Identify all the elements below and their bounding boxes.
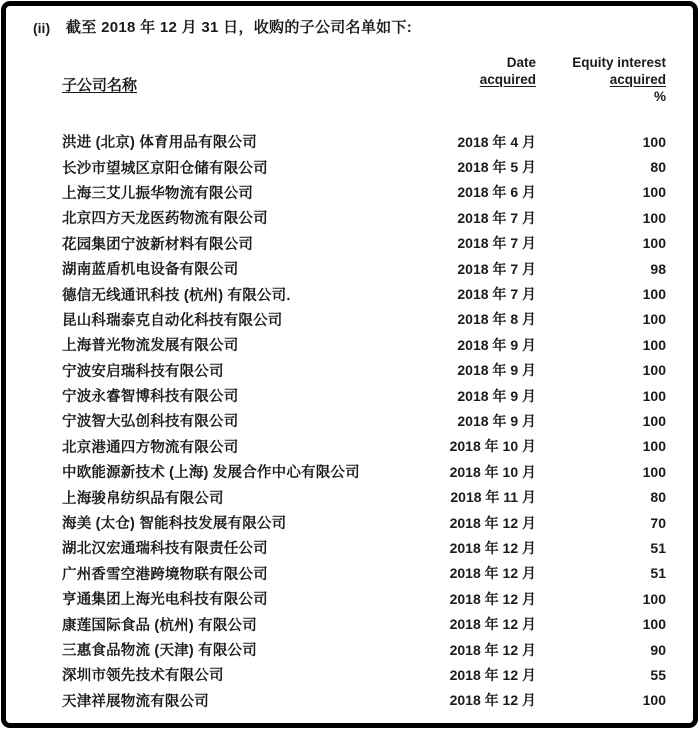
equity-interest-percent: 100 (642, 362, 666, 379)
table-row (62, 256, 666, 281)
date-acquired: 2018 年 7 月 (457, 209, 536, 226)
date-acquired: 2018 年 12 月 (449, 590, 536, 607)
table-row (62, 535, 666, 560)
table-row (62, 307, 666, 332)
section-intro (33, 18, 673, 38)
date-acquired: 2018 年 9 月 (457, 412, 536, 429)
company-name: 广州香雪空港跨境物联有限公司 (62, 566, 268, 583)
percent-sign: % (653, 89, 666, 104)
company-name: 德信无线通讯科技 (杭州) 有限公司. (62, 287, 291, 304)
equity-interest-percent: 80 (650, 489, 666, 506)
company-name: 北京港通四方物流有限公司 (62, 439, 239, 456)
company-name: 宁波永睿智博科技有限公司 (62, 389, 239, 406)
table-row (62, 383, 666, 408)
date-acquired: 2018 年 9 月 (457, 387, 536, 404)
company-name: 长沙市望城区京阳仓储有限公司 (62, 160, 268, 177)
date-acquired: 2018 年 12 月 (449, 616, 536, 633)
date-acquired: 2018 年 12 月 (449, 666, 536, 683)
company-name: 天津祥展物流有限公司 (62, 693, 209, 710)
table-row (62, 154, 666, 179)
equity-interest-percent: 100 (642, 616, 666, 633)
equity-header-line2: acquired (609, 72, 666, 87)
table-row (62, 434, 666, 459)
table-row (62, 281, 666, 306)
date-acquired: 2018 年 7 月 (457, 286, 536, 303)
date-acquired: 2018 年 6 月 (457, 184, 536, 201)
date-header-line1: Date (506, 55, 536, 70)
date-acquired: 2018 年 8 月 (457, 311, 536, 328)
company-name: 洪进 (北京) 体育用品有限公司 (62, 135, 257, 152)
table-row (62, 205, 666, 230)
equity-interest-percent: 100 (642, 133, 666, 150)
table-row (62, 129, 666, 154)
equity-interest-percent: 55 (650, 666, 666, 683)
company-name: 中欧能源新技术 (上海) 发展合作中心有限公司 (62, 465, 360, 482)
company-name: 花园集团宁波新材料有限公司 (62, 236, 254, 253)
date-acquired: 2018 年 10 月 (449, 438, 536, 455)
table-body (62, 129, 666, 713)
table-row (62, 662, 666, 687)
equity-interest-percent: 100 (642, 590, 666, 607)
date-acquired: 2018 年 10 月 (449, 463, 536, 480)
company-name: 亨通集团上海光电科技有限公司 (62, 592, 268, 609)
date-acquired: 2018 年 12 月 (449, 565, 536, 582)
date-acquired: 2018 年 11 月 (450, 489, 536, 506)
equity-header-line1: Equity interest (572, 55, 666, 70)
company-name: 上海普光物流发展有限公司 (62, 338, 239, 355)
equity-interest-percent: 98 (650, 260, 666, 277)
company-name: 宁波安启瑞科技有限公司 (62, 363, 224, 380)
equity-interest-percent: 100 (642, 438, 666, 455)
date-acquired: 2018 年 12 月 (449, 641, 536, 658)
equity-interest-percent: 80 (650, 159, 666, 176)
company-name: 康莲国际食品 (杭州) 有限公司 (62, 617, 257, 634)
equity-interest-percent: 51 (650, 539, 666, 556)
table-row (62, 637, 666, 662)
date-acquired: 2018 年 4 月 (457, 133, 536, 150)
company-name: 湖北汉宏通瑞科技有限责任公司 (62, 541, 268, 558)
date-acquired: 2018 年 9 月 (457, 336, 536, 353)
table-row (62, 510, 666, 535)
date-acquired: 2018 年 12 月 (449, 539, 536, 556)
equity-interest-percent: 90 (650, 641, 666, 658)
company-name: 昆山科瑞泰克自动化科技有限公司 (62, 312, 283, 329)
company-name: 深圳市领先技术有限公司 (62, 668, 224, 685)
item-marker: (ii) (33, 20, 51, 36)
date-header-line2: acquired (479, 72, 536, 87)
equity-column-header (572, 54, 666, 105)
equity-interest-percent: 100 (642, 209, 666, 226)
date-acquired: 2018 年 12 月 (449, 692, 536, 709)
equity-interest-percent: 100 (642, 692, 666, 709)
equity-interest-percent: 100 (642, 235, 666, 252)
document-page (1, 1, 698, 728)
table-row (62, 459, 666, 484)
table-row (62, 408, 666, 433)
table-row (62, 688, 666, 713)
table-row (62, 484, 666, 509)
table-row (62, 586, 666, 611)
company-column-header: 子公司名称 (62, 77, 138, 94)
table-header (62, 54, 666, 110)
equity-interest-percent: 100 (642, 311, 666, 328)
equity-interest-percent: 100 (642, 387, 666, 404)
intro-text: 截至 2018 年 12 月 31 日，收购的子公司名单如下: (66, 19, 413, 36)
table-row (62, 611, 666, 636)
equity-interest-percent: 100 (642, 463, 666, 480)
company-name: 三惠食品物流 (天津) 有限公司 (62, 643, 257, 659)
company-name: 上海三艾儿振华物流有限公司 (62, 185, 254, 202)
equity-interest-percent: 100 (642, 336, 666, 353)
date-acquired: 2018 年 7 月 (457, 235, 536, 252)
date-acquired: 2018 年 12 月 (449, 514, 536, 531)
date-acquired: 2018 年 9 月 (457, 362, 536, 379)
company-name: 上海骏帛纺织品有限公司 (62, 490, 224, 507)
equity-interest-percent: 51 (650, 565, 666, 582)
date-acquired: 2018 年 5 月 (457, 159, 536, 176)
table-row (62, 180, 666, 205)
date-acquired: 2018 年 7 月 (457, 260, 536, 277)
company-name: 海美 (太仓) 智能科技发展有限公司 (62, 516, 287, 533)
date-column-header (480, 54, 536, 88)
company-name: 湖南蓝盾机电设备有限公司 (62, 262, 239, 279)
table-row (62, 231, 666, 256)
table-row (62, 332, 666, 357)
company-name: 宁波智大弘创科技有限公司 (62, 414, 239, 431)
equity-interest-percent: 100 (642, 184, 666, 201)
company-name: 北京四方天龙医药物流有限公司 (62, 211, 268, 228)
table-row (62, 561, 666, 586)
equity-interest-percent: 100 (642, 286, 666, 303)
equity-interest-percent: 100 (642, 412, 666, 429)
table-row (62, 358, 666, 383)
equity-interest-percent: 70 (650, 514, 666, 531)
